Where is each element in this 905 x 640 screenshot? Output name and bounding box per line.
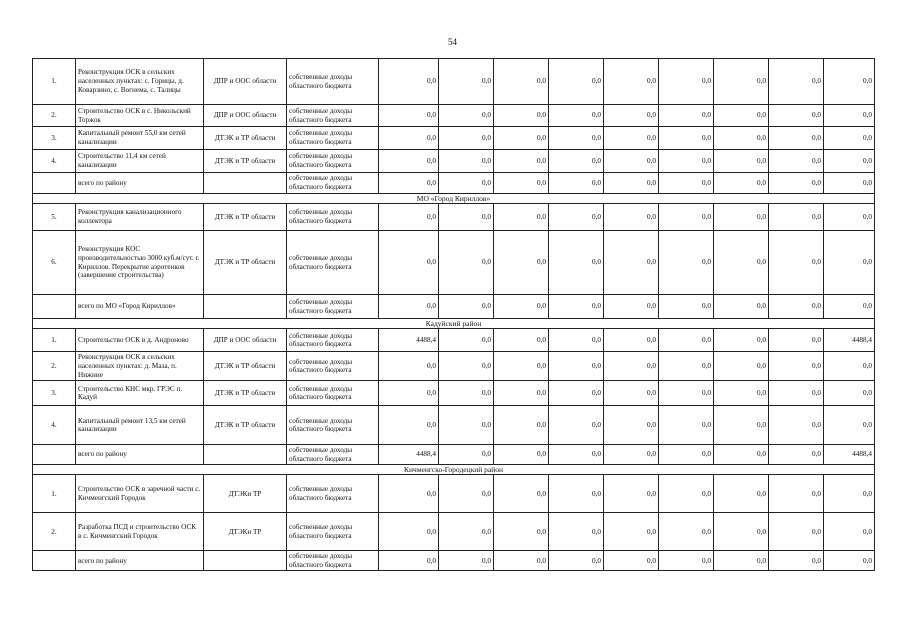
funding-source: собственные доходы областного бюджета — [287, 406, 379, 445]
amount-cell: 0,0 — [659, 231, 714, 295]
table-row — [33, 381, 875, 406]
amount-cell: 0,0 — [824, 105, 875, 127]
amount-cell: 0,0 — [494, 105, 549, 127]
amount-cell: 0,0 — [604, 204, 659, 231]
amount-cell: 0,0 — [439, 445, 494, 465]
row-number — [33, 445, 76, 465]
funding-source: собственные доходы областного бюджета — [287, 59, 379, 105]
funding-source: собственные доходы областного бюджета — [287, 295, 379, 319]
amount-cell: 0,0 — [549, 551, 604, 571]
amount-cell: 0,0 — [494, 475, 549, 513]
amount-cell: 0,0 — [379, 150, 439, 173]
amount-cell: 0,0 — [824, 173, 875, 194]
responsible-executor: ДТЭК и ТР области — [204, 406, 287, 445]
amount-cell: 0,0 — [549, 381, 604, 406]
table-row — [33, 406, 875, 445]
row-number: 4. — [33, 150, 76, 173]
responsible-executor: ДПР и ООС области — [204, 105, 287, 127]
amount-cell: 0,0 — [714, 352, 769, 381]
page-number: 54 — [448, 37, 457, 47]
section-row — [33, 465, 875, 475]
amount-cell: 0,0 — [494, 127, 549, 150]
activity-name: Строительство 11,4 км сетей канализации — [76, 150, 204, 173]
amount-cell: 0,0 — [439, 406, 494, 445]
row-number — [33, 173, 76, 194]
activity-name: Строительство ОСК в д. Андроново — [76, 329, 204, 352]
responsible-executor: ДТЭК и ТР области — [204, 204, 287, 231]
amount-cell: 0,0 — [439, 173, 494, 194]
amount-cell: 0,0 — [659, 381, 714, 406]
amount-cell: 0,0 — [604, 231, 659, 295]
responsible-executor — [204, 551, 287, 571]
row-number: 1. — [33, 329, 76, 352]
activity-name: Строительство ОСК в заречной части с. Кичменгский Городок — [76, 475, 204, 513]
responsible-executor — [204, 445, 287, 465]
activity-name: всего по району — [76, 551, 204, 571]
amount-cell: 0,0 — [604, 150, 659, 173]
activity-name: Строительство ОСК в с. Никольский Торжок — [76, 105, 204, 127]
amount-cell: 0,0 — [604, 513, 659, 551]
amount-cell: 0,0 — [769, 475, 824, 513]
amount-cell: 0,0 — [769, 173, 824, 194]
amount-cell: 0,0 — [659, 445, 714, 465]
amount-cell: 0,0 — [824, 150, 875, 173]
amount-cell: 0,0 — [659, 329, 714, 352]
total-row — [33, 295, 875, 319]
amount-cell: 4488,4 — [824, 445, 875, 465]
amount-cell: 0,0 — [549, 231, 604, 295]
amount-cell: 0,0 — [714, 406, 769, 445]
row-number — [33, 295, 76, 319]
amount-cell: 0,0 — [714, 551, 769, 571]
amount-cell: 0,0 — [769, 59, 824, 105]
amount-cell: 0,0 — [714, 127, 769, 150]
amount-cell: 0,0 — [769, 513, 824, 551]
amount-cell: 0,0 — [604, 475, 659, 513]
amount-cell: 0,0 — [659, 551, 714, 571]
row-number: 6. — [33, 231, 76, 295]
amount-cell: 0,0 — [604, 329, 659, 352]
amount-cell: 0,0 — [549, 59, 604, 105]
section-row — [33, 194, 875, 204]
funding-source: собственные доходы областного бюджета — [287, 475, 379, 513]
amount-cell: 0,0 — [714, 329, 769, 352]
activity-name: Капитальный ремонт 13,5 км сетей канализации — [76, 406, 204, 445]
amount-cell: 0,0 — [379, 231, 439, 295]
amount-cell: 0,0 — [439, 150, 494, 173]
amount-cell: 0,0 — [494, 352, 549, 381]
activity-name: всего по району — [76, 173, 204, 194]
row-number: 1. — [33, 475, 76, 513]
amount-cell: 0,0 — [714, 59, 769, 105]
amount-cell: 0,0 — [714, 105, 769, 127]
amount-cell: 0,0 — [549, 329, 604, 352]
amount-cell: 0,0 — [824, 475, 875, 513]
budget-table — [32, 58, 875, 571]
row-number: 2. — [33, 352, 76, 381]
amount-cell: 0,0 — [439, 513, 494, 551]
amount-cell: 0,0 — [494, 513, 549, 551]
table-row — [33, 127, 875, 150]
funding-source: собственные доходы областного бюджета — [287, 445, 379, 465]
amount-cell: 0,0 — [439, 475, 494, 513]
amount-cell: 0,0 — [604, 173, 659, 194]
amount-cell: 0,0 — [494, 231, 549, 295]
amount-cell: 0,0 — [439, 105, 494, 127]
amount-cell: 4488,4 — [379, 329, 439, 352]
amount-cell: 0,0 — [659, 127, 714, 150]
responsible-executor: ДПР и ООС области — [204, 59, 287, 105]
amount-cell: 0,0 — [769, 551, 824, 571]
amount-cell: 0,0 — [714, 150, 769, 173]
funding-source: собственные доходы областного бюджета — [287, 150, 379, 173]
amount-cell: 0,0 — [659, 150, 714, 173]
amount-cell: 0,0 — [604, 105, 659, 127]
total-row — [33, 551, 875, 571]
responsible-executor: ДТЭКи ТР — [204, 513, 287, 551]
amount-cell: 0,0 — [659, 406, 714, 445]
amount-cell: 0,0 — [439, 381, 494, 406]
amount-cell: 0,0 — [494, 204, 549, 231]
amount-cell: 0,0 — [494, 150, 549, 173]
amount-cell: 0,0 — [769, 445, 824, 465]
amount-cell: 0,0 — [824, 406, 875, 445]
amount-cell: 0,0 — [769, 295, 824, 319]
amount-cell: 0,0 — [824, 352, 875, 381]
responsible-executor — [204, 173, 287, 194]
amount-cell: 0,0 — [659, 173, 714, 194]
table-row — [33, 329, 875, 352]
amount-cell: 0,0 — [494, 173, 549, 194]
amount-cell: 0,0 — [439, 204, 494, 231]
amount-cell: 0,0 — [604, 352, 659, 381]
row-number: 5. — [33, 204, 76, 231]
amount-cell: 0,0 — [379, 127, 439, 150]
activity-name: всего по району — [76, 445, 204, 465]
activity-name: Капитальный ремонт 55,0 км сетей канализации — [76, 127, 204, 150]
amount-cell: 0,0 — [439, 231, 494, 295]
activity-name: Реконструкция КОС производительностью 3000 куб.м/сут. г. Кириллов. Перекрытие аэротенков (завершение строительства) — [76, 231, 204, 295]
section-title: Кичменгско-Городецкий район — [33, 465, 875, 475]
amount-cell: 0,0 — [494, 406, 549, 445]
amount-cell: 4488,4 — [824, 329, 875, 352]
amount-cell: 0,0 — [824, 551, 875, 571]
amount-cell: 0,0 — [549, 352, 604, 381]
responsible-executor: ДТЭКи ТР — [204, 475, 287, 513]
amount-cell: 0,0 — [604, 551, 659, 571]
amount-cell: 0,0 — [379, 173, 439, 194]
amount-cell: 0,0 — [549, 295, 604, 319]
amount-cell: 0,0 — [439, 551, 494, 571]
amount-cell: 0,0 — [549, 127, 604, 150]
amount-cell: 0,0 — [549, 475, 604, 513]
responsible-executor: ДТЭК и ТР области — [204, 231, 287, 295]
responsible-executor: ДТЭК и ТР области — [204, 150, 287, 173]
amount-cell: 0,0 — [379, 204, 439, 231]
amount-cell: 0,0 — [714, 381, 769, 406]
activity-name: Разработка ПСД и строительство ОСК в с. Кичменгский Городок — [76, 513, 204, 551]
row-number: 2. — [33, 513, 76, 551]
row-number — [33, 551, 76, 571]
amount-cell: 0,0 — [549, 105, 604, 127]
amount-cell: 0,0 — [769, 352, 824, 381]
amount-cell: 0,0 — [604, 127, 659, 150]
amount-cell: 0,0 — [439, 59, 494, 105]
table-row — [33, 231, 875, 295]
amount-cell: 0,0 — [604, 295, 659, 319]
amount-cell: 0,0 — [379, 352, 439, 381]
row-number: 3. — [33, 381, 76, 406]
funding-source: собственные доходы областного бюджета — [287, 551, 379, 571]
amount-cell: 0,0 — [494, 295, 549, 319]
amount-cell: 0,0 — [659, 513, 714, 551]
amount-cell: 0,0 — [824, 381, 875, 406]
amount-cell: 0,0 — [604, 381, 659, 406]
funding-source: собственные доходы областного бюджета — [287, 513, 379, 551]
amount-cell: 0,0 — [824, 204, 875, 231]
table-row — [33, 59, 875, 105]
amount-cell: 0,0 — [769, 150, 824, 173]
activity-name: Реконструкция ОСК в сельских населенных пунктах: д. Маза, п. Нижние — [76, 352, 204, 381]
section-row — [33, 319, 875, 329]
amount-cell: 0,0 — [549, 173, 604, 194]
responsible-executor — [204, 295, 287, 319]
amount-cell: 0,0 — [714, 445, 769, 465]
amount-cell: 0,0 — [769, 204, 824, 231]
activity-name: Реконструкция ОСК в сельских населенных пунктах: с. Горицы, д. Коварзино, с. Вогнема, с. Талицы — [76, 59, 204, 105]
amount-cell: 0,0 — [379, 381, 439, 406]
responsible-executor: ДТЭК и ТР области — [204, 127, 287, 150]
amount-cell: 0,0 — [659, 295, 714, 319]
amount-cell: 0,0 — [494, 381, 549, 406]
funding-source: собственные доходы областного бюджета — [287, 352, 379, 381]
funding-source: собственные доходы областного бюджета — [287, 329, 379, 352]
amount-cell: 0,0 — [379, 105, 439, 127]
amount-cell: 0,0 — [714, 475, 769, 513]
amount-cell: 0,0 — [659, 475, 714, 513]
amount-cell: 0,0 — [659, 204, 714, 231]
amount-cell: 0,0 — [714, 173, 769, 194]
amount-cell: 0,0 — [659, 105, 714, 127]
amount-cell: 0,0 — [549, 445, 604, 465]
amount-cell: 0,0 — [824, 59, 875, 105]
activity-name: Реконструкция канализационного коллектора — [76, 204, 204, 231]
activity-name: всего по МО «Город Кириллов» — [76, 295, 204, 319]
table-body — [33, 59, 875, 571]
amount-cell: 4488,4 — [379, 445, 439, 465]
section-title: МО «Город Кириллов» — [33, 194, 875, 204]
total-row — [33, 445, 875, 465]
amount-cell: 0,0 — [824, 127, 875, 150]
amount-cell: 0,0 — [769, 406, 824, 445]
amount-cell: 0,0 — [604, 406, 659, 445]
row-number: 4. — [33, 406, 76, 445]
row-number: 2. — [33, 105, 76, 127]
amount-cell: 0,0 — [659, 352, 714, 381]
table-row — [33, 204, 875, 231]
amount-cell: 0,0 — [604, 445, 659, 465]
amount-cell: 0,0 — [659, 59, 714, 105]
section-title: Кадуйский район — [33, 319, 875, 329]
table-row — [33, 352, 875, 381]
funding-source: собственные доходы областного бюджета — [287, 231, 379, 295]
funding-source: собственные доходы областного бюджета — [287, 127, 379, 150]
table-row — [33, 150, 875, 173]
row-number: 3. — [33, 127, 76, 150]
amount-cell: 0,0 — [824, 513, 875, 551]
responsible-executor: ДТЭК и ТР области — [204, 381, 287, 406]
amount-cell: 0,0 — [769, 329, 824, 352]
amount-cell: 0,0 — [379, 59, 439, 105]
table-row — [33, 105, 875, 127]
amount-cell: 0,0 — [379, 475, 439, 513]
row-number: 1. — [33, 59, 76, 105]
amount-cell: 0,0 — [714, 231, 769, 295]
amount-cell: 0,0 — [549, 150, 604, 173]
amount-cell: 0,0 — [379, 295, 439, 319]
amount-cell: 0,0 — [439, 127, 494, 150]
amount-cell: 0,0 — [494, 445, 549, 465]
activity-name: Строительство КНС мкр. ГРЭС п. Кадуй — [76, 381, 204, 406]
amount-cell: 0,0 — [714, 513, 769, 551]
amount-cell: 0,0 — [549, 204, 604, 231]
responsible-executor: ДТЭК и ТР области — [204, 352, 287, 381]
amount-cell: 0,0 — [494, 551, 549, 571]
amount-cell: 0,0 — [769, 381, 824, 406]
amount-cell: 0,0 — [714, 204, 769, 231]
amount-cell: 0,0 — [769, 127, 824, 150]
amount-cell: 0,0 — [714, 295, 769, 319]
amount-cell: 0,0 — [769, 231, 824, 295]
amount-cell: 0,0 — [824, 295, 875, 319]
amount-cell: 0,0 — [769, 105, 824, 127]
amount-cell: 0,0 — [824, 231, 875, 295]
funding-source: собственные доходы областного бюджета — [287, 204, 379, 231]
amount-cell: 0,0 — [549, 406, 604, 445]
funding-source: собственные доходы областного бюджета — [287, 381, 379, 406]
amount-cell: 0,0 — [379, 406, 439, 445]
amount-cell: 0,0 — [494, 329, 549, 352]
funding-source: собственные доходы областного бюджета — [287, 173, 379, 194]
amount-cell: 0,0 — [604, 59, 659, 105]
total-row — [33, 173, 875, 194]
amount-cell: 0,0 — [549, 513, 604, 551]
amount-cell: 0,0 — [379, 551, 439, 571]
amount-cell: 0,0 — [379, 513, 439, 551]
table-row — [33, 513, 875, 551]
amount-cell: 0,0 — [494, 59, 549, 105]
amount-cell: 0,0 — [439, 352, 494, 381]
responsible-executor: ДПР и ООС области — [204, 329, 287, 352]
amount-cell: 0,0 — [439, 295, 494, 319]
amount-cell: 0,0 — [439, 329, 494, 352]
funding-source: собственные доходы областного бюджета — [287, 105, 379, 127]
table-row — [33, 475, 875, 513]
